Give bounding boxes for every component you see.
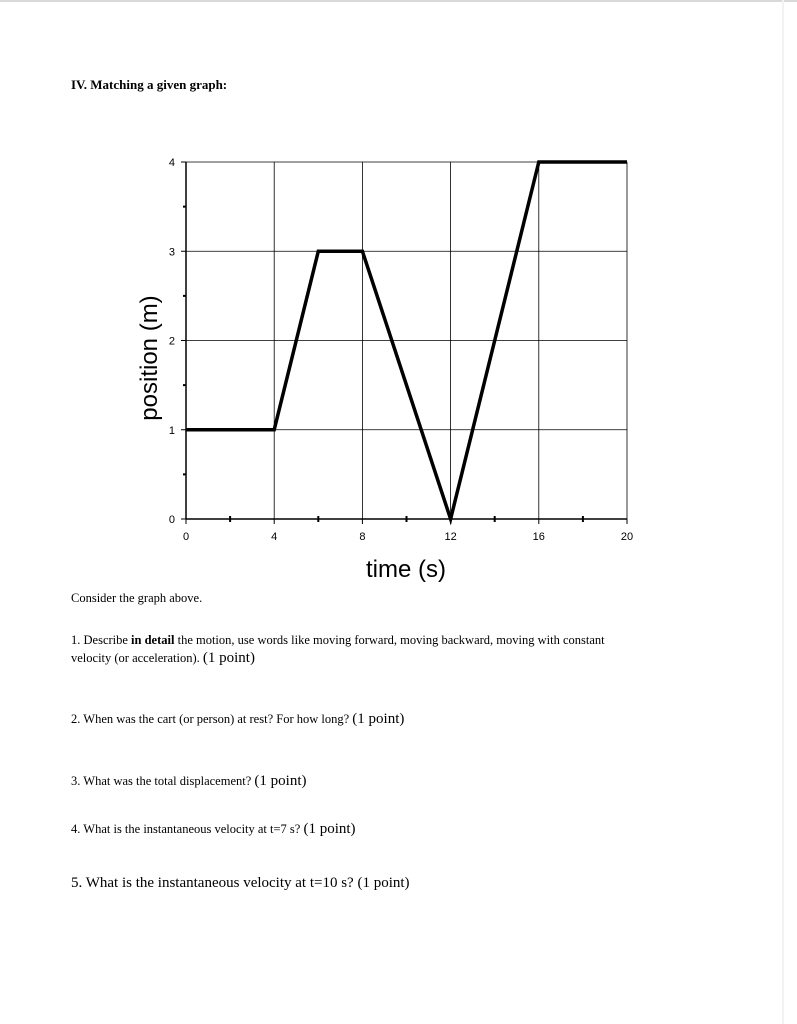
x-tick-label: 8 xyxy=(359,531,366,543)
question-intro: Consider the graph above. xyxy=(71,591,203,605)
section-heading: IV. Matching a given graph: xyxy=(71,77,228,92)
y-axis-label: position (m) xyxy=(136,295,163,421)
question-2-points: (1 point) xyxy=(352,711,405,727)
y-tick-label: 0 xyxy=(168,514,175,526)
x-axis-label: time (s) xyxy=(366,556,446,583)
question-3-text: 3. What was the total displacement? xyxy=(71,774,255,788)
question-1-line-2-text: velocity (or acceleration). xyxy=(71,651,203,665)
tick-labels xyxy=(169,157,633,543)
x-tick-label: 4 xyxy=(271,531,278,543)
question-4 xyxy=(71,821,356,838)
question-1-points: (1 point) xyxy=(202,650,255,666)
tick-marks xyxy=(181,162,627,524)
question-2-text: 2. When was the cart (or person) at rest? For how long? xyxy=(71,712,353,726)
question-1-line-2 xyxy=(71,650,255,667)
y-tick-label: 1 xyxy=(168,424,175,437)
x-tick-label: 16 xyxy=(532,531,545,543)
question-1-text-end: the motion, use words like moving forward, moving backward, moving with constant xyxy=(174,633,605,647)
y-tick-label: 4 xyxy=(168,157,175,169)
x-tick-label: 0 xyxy=(182,531,190,543)
question-4-points: (1 point) xyxy=(303,821,356,837)
grid-lines xyxy=(186,162,627,519)
x-tick-label: 12 xyxy=(444,531,457,543)
question-3 xyxy=(71,773,306,790)
y-tick-label: 2 xyxy=(168,335,175,348)
question-1 xyxy=(71,632,605,649)
question-1-text-start: 1. Describe xyxy=(71,633,132,647)
question-1-emphasis: in detail xyxy=(131,633,175,647)
question-4-text: 4. What is the instantaneous velocity at t=7 s? xyxy=(71,822,304,836)
question-2 xyxy=(71,711,404,728)
x-tick-label: 20 xyxy=(620,531,634,543)
y-tick-label: 3 xyxy=(168,246,175,259)
question-3-points: (1 point) xyxy=(254,773,307,789)
question-5: 5. What is the instantaneous velocity at t=10 s? (1 point) xyxy=(71,875,410,891)
